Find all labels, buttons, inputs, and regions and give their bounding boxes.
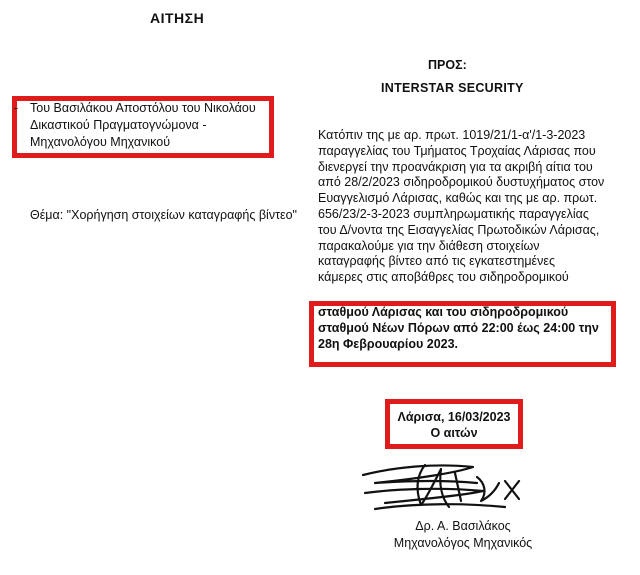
sender-line: Του Βασιλάκου Αποστόλου του Νικολάου xyxy=(30,101,256,115)
applicant-label: Ο αιτών xyxy=(430,426,478,440)
sender-bullet: - xyxy=(14,101,19,115)
highlight-line: 28η Φεβρουαρίου 2023. xyxy=(318,337,459,351)
date-place: Λάρισα, 16/03/2023 xyxy=(397,410,511,424)
sender-line: Μηχανολόγου Μηχανικού xyxy=(30,135,171,149)
signatory-title: Μηχανολόγος Μηχανικός xyxy=(393,536,533,550)
body-line: από 28/2/2023 σιδηροδρομικού δυστυχήματος στον xyxy=(318,175,605,190)
highlight-line: σταθμού Λάρισας και του σιδηροδρομικού xyxy=(318,305,569,319)
body-highlight-box xyxy=(309,301,616,367)
recipient-name: INTERSTAR SECURITY xyxy=(381,81,524,95)
sender-block xyxy=(14,100,256,151)
subject-line: Θέμα: "Χορήγηση στοιχείων καταγραφής βίντεο" xyxy=(30,208,297,222)
body-line: κάμερες στις αποβάθρες του σιδηροδρομικού xyxy=(318,270,569,285)
document-title: ΑΙΤΗΣΗ xyxy=(150,10,205,26)
sender-line: Δικαστικού Πραγματογνώμονα - xyxy=(30,118,207,132)
signatory-block xyxy=(375,518,551,552)
body-line: Κατόπιν της με αρ. πρωτ. 1019/21/1-α'/1-3-2023 xyxy=(318,128,586,142)
body-line: 656/23/2-3-2023 συμπληρωματικής παραγγελίας xyxy=(318,206,589,221)
body-line: καταγραφής βίντεο από τις εγκατεστημένες xyxy=(318,254,555,269)
body-line: διενεργεί την προανάκριση για τα ακριβή αίτια του xyxy=(318,159,593,174)
signatory-name: Δρ. Α. Βασιλάκος xyxy=(415,519,511,533)
request-body xyxy=(318,128,612,286)
body-line: του Δ/νοντα της Εισαγγελίας Πρωτοδικών Λάρισας, xyxy=(318,222,600,237)
date-block xyxy=(385,409,523,441)
recipient-label: ΠΡΟΣ: xyxy=(428,58,467,72)
body-line: Ευαγγελισμό Λάρισας, καθώς και της με αρ. πρωτ. xyxy=(318,191,598,206)
body-line: παρακαλούμε για την διάθεση στοιχείων xyxy=(318,238,540,253)
highlight-line: σταθμού Νέων Πόρων από 22:00 έως 24:00 την xyxy=(318,321,599,335)
handwritten-signature xyxy=(355,453,530,515)
body-line: παραγγελίας του Τμήματος Τροχαίας Λάρισας που xyxy=(318,143,596,158)
